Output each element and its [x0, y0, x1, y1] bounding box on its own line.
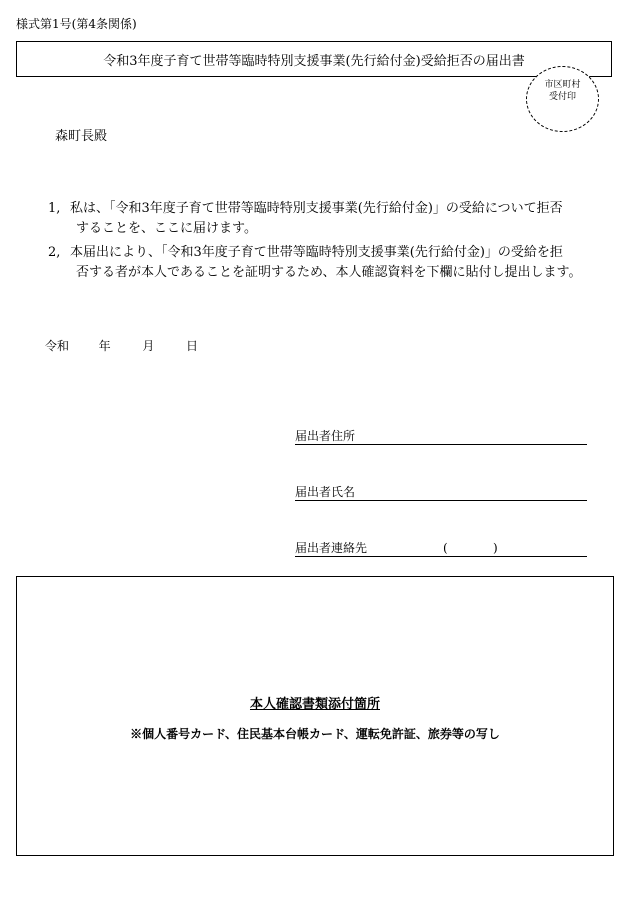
attachment-note: ※個人番号カード、住民基本台帳カード、運転免許証、旅券等の写し [130, 727, 500, 741]
clause-line: 否する者が本人であることを証明するため、本人確認資料を下欄に貼付し提出します。 [76, 265, 582, 280]
address-field[interactable] [295, 428, 587, 445]
clause-1 [48, 199, 608, 241]
contact-paren-open: ( [443, 541, 448, 555]
addressee: 森町長殿 [55, 129, 108, 144]
reception-stamp-area [526, 66, 599, 132]
name-field[interactable] [295, 484, 587, 501]
stamp-line-1: 市区町村 [544, 80, 581, 90]
form-number: 様式第1号(第4条関係) [16, 17, 137, 31]
clause-number: 1, [48, 201, 61, 216]
contact-field[interactable] [295, 540, 587, 557]
clause-text [70, 199, 610, 239]
clause-line: することを、ここに届けます。 [76, 221, 257, 236]
attachment-title: 本人確認書類添付箇所 [249, 697, 380, 712]
clause-text [70, 243, 610, 283]
document-title [16, 41, 612, 77]
date-era: 令和 [45, 339, 70, 353]
date-month: 月 [142, 339, 155, 353]
address-label: 届出者住所 [295, 429, 356, 443]
clause-number: 2, [48, 245, 61, 260]
date-line [45, 337, 198, 354]
id-document-attachment-area [16, 576, 614, 856]
stamp-line-2: 受付印 [548, 92, 576, 102]
clause-2 [48, 243, 608, 285]
date-day: 日 [186, 339, 199, 353]
clause-line: 本届出により、「令和3年度子育て世帯等臨時特別支援事業(先行給付金)」の受給を拒 [70, 245, 563, 260]
date-year: 年 [98, 339, 111, 353]
clause-line: 私は、「令和3年度子育て世帯等臨時特別支援事業(先行給付金)」の受給について拒否 [70, 201, 563, 216]
contact-paren-close: ) [493, 541, 498, 555]
contact-label: 届出者連絡先 [295, 541, 368, 555]
name-label: 届出者氏名 [295, 485, 356, 499]
document-title-text: 令和3年度子育て世帯等臨時特別支援事業(先行給付金)受給拒否の届出書 [103, 53, 525, 69]
